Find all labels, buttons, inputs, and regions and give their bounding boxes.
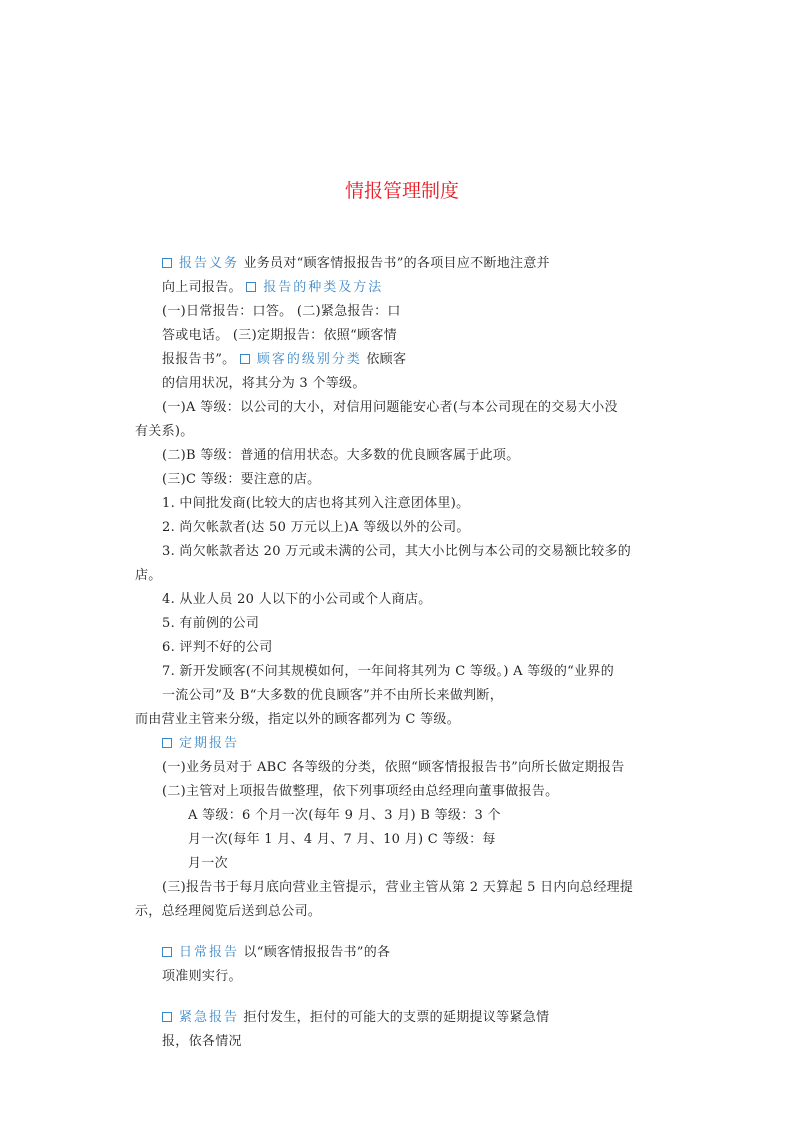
- paragraph-line: (一)日常报告：口答。 (二)紧急报告：口: [162, 304, 401, 319]
- paragraph-line: [162, 352, 406, 368]
- checkbox-icon: [240, 354, 250, 364]
- paragraph-line: [162, 736, 239, 752]
- checkbox-icon: [246, 282, 256, 292]
- paragraph-line: 有关系)。: [135, 424, 194, 439]
- list-item: 2. 尚欠帐款者(达 50 万元以上)A 等级以外的公司。: [162, 520, 470, 535]
- checkbox-icon: [162, 258, 172, 268]
- paragraph-line: 而由营业主管来分级，指定以外的顾客都列为 C 等级。: [135, 712, 461, 727]
- list-item: 6. 评判不好的公司: [162, 640, 273, 655]
- paragraph-line: [162, 945, 390, 961]
- paragraph-line: (三)报告书于每月底向营业主管提示，营业主管从第 2 天算起 5 日内向总经理提: [162, 880, 634, 895]
- checkbox-icon: [162, 738, 172, 748]
- checkbox-icon: [162, 1012, 172, 1022]
- paragraph-line: (一)业务员对于 ABC 各等级的分类，依照“顾客情报报告书”向所长做定期报告: [162, 760, 625, 775]
- list-item: 7. 新开发顾客(不问其规模如何，一年间将其列为 C 等级。) A 等级的“业界的: [162, 664, 614, 679]
- paragraph-line: A 等级：6 个月一次(每年 9 月、3 月) B 等级：3 个: [188, 808, 501, 823]
- paragraph-line: [162, 256, 550, 272]
- text-run: 报报告书”。: [162, 352, 240, 367]
- paragraph-line: 一流公司”及 B“大多数的优良顾客”并不由所长来做判断，: [162, 688, 504, 703]
- list-item: 1. 中间批发商(比较大的店也将其列入注意团体里)。: [162, 496, 470, 511]
- section-heading: 报告义务: [179, 256, 240, 271]
- list-item: 3. 尚欠帐款者达 20 万元或未满的公司，其大小比例与本公司的交易额比较多的: [162, 544, 632, 559]
- list-item: 5. 有前例的公司: [162, 616, 260, 631]
- paragraph-line: 月一次(每年 1 月、4 月、7 月、10 月) C 等级：每: [188, 832, 496, 847]
- paragraph-line: (二)B 等级：普通的信用状态。大多数的优良顾客属于此项。: [162, 448, 520, 463]
- paragraph-line: 报，依各情况: [162, 1034, 242, 1049]
- paragraph-line: 的信用状况，将其分为 3 个等级。: [162, 376, 366, 391]
- paragraph-line: [162, 1010, 549, 1026]
- text-run: 以“顾客情报报告书”的各: [239, 945, 391, 960]
- text-run: 向上司报告。: [162, 280, 247, 295]
- section-heading: 日常报告: [179, 945, 240, 960]
- paragraph-line: [162, 280, 383, 296]
- paragraph-line: (二)主管对上项报告做整理，依下列事项经由总经理向董事做报告。: [162, 784, 559, 799]
- section-heading: 顾客的级别分类: [256, 352, 362, 367]
- paragraph-line: 示，总经理阅览后送到总公司。: [135, 904, 322, 919]
- paragraph-line: 店。: [135, 568, 162, 583]
- section-heading: 定期报告: [179, 736, 240, 751]
- paragraph-line: 月一次: [188, 856, 228, 871]
- paragraph-line: 答或电话。 (三)定期报告：依照“顾客情: [162, 328, 397, 343]
- text-run: 业务员对“顾客情报报告书”的各项目应不断地注意并: [239, 256, 550, 271]
- list-item: 4. 从业人员 20 人以下的小公司或个人商店。: [162, 592, 432, 607]
- checkbox-icon: [162, 947, 172, 957]
- section-heading: 紧急报告: [179, 1010, 240, 1025]
- page-title: 情报管理制度: [344, 180, 459, 202]
- section-heading: 报告的种类及方法: [263, 280, 384, 295]
- text-run: 拒付发生，拒付的可能大的支票的延期提议等紧急情: [239, 1010, 550, 1025]
- paragraph-line: (一)A 等级：以公司的大小，对信用问题能安心者(与本公司现在的交易大小没: [162, 400, 618, 415]
- paragraph-line: 项准则实行。: [162, 969, 242, 984]
- paragraph-line: (三)C 等级：要注意的店。: [162, 472, 321, 487]
- text-run: 依顾客: [361, 352, 407, 367]
